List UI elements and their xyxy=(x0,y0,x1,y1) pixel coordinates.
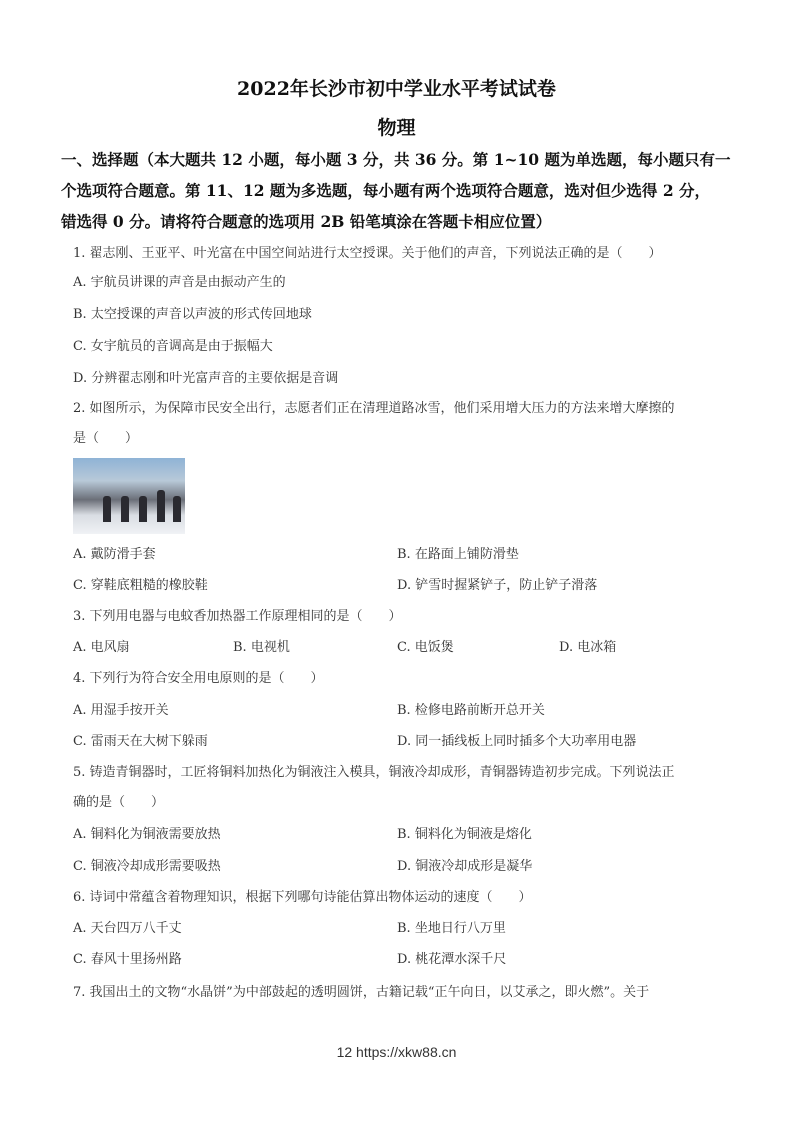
question-5-stem: 确的是（ ） xyxy=(73,795,165,810)
section-instructions-line: 错选得 0 分。请将符合题意的选项用 2B 铅笔填涂在答题卡相应位置） xyxy=(61,212,552,231)
snow-clearing-photo xyxy=(73,458,185,534)
section-instructions-line: 个选项符合题意。第 11、12 题为多选题，每小题有两个选项符合题意，选对但少选得 2 分， xyxy=(61,181,711,200)
question-4-option: B. 检修电路前断开总开关 xyxy=(397,703,545,718)
question-6-option: D. 桃花潭水深千尺 xyxy=(397,952,507,967)
question-1-option: B. 太空授课的声音以声波的形式传回地球 xyxy=(73,307,312,322)
question-3-option: C. 电饭煲 xyxy=(397,640,454,655)
question-6-option: A. 天台四万八千丈 xyxy=(73,921,182,936)
question-2-option: B. 在路面上铺防滑垫 xyxy=(397,547,519,562)
question-2-option: A. 戴防滑手套 xyxy=(73,547,156,562)
question-1-stem: 1. 翟志刚、王亚平、叶光富在中国空间站进行太空授课。关于他们的声音，下列说法正确的是（ ） xyxy=(73,246,662,261)
question-3-option: D. 电冰箱 xyxy=(559,640,617,655)
question-5-stem: 5. 铸造青铜器时，工匠将铜料加热化为铜液注入模具，铜液冷却成形，青铜器铸造初步完成。下列说法正 xyxy=(73,765,675,780)
question-5-option: A. 铜料化为铜液需要放热 xyxy=(73,827,221,842)
question-2-option: D. 铲雪时握紧铲子，防止铲子滑落 xyxy=(397,578,598,593)
question-5-option: D. 铜液冷却成形是凝华 xyxy=(397,859,533,874)
question-4-stem: 4. 下列行为符合安全用电原则的是（ ） xyxy=(73,671,324,686)
question-4-option: D. 同一插线板上同时插多个大功率用电器 xyxy=(397,734,637,749)
question-3-option: B. 电视机 xyxy=(233,640,290,655)
question-1-option: A. 宇航员讲课的声音是由振动产生的 xyxy=(73,275,286,290)
section-instructions-line: 一、选择题（本大题共 12 小题，每小题 3 分，共 36 分。第 1~10 题为单选题，每小题只有一 xyxy=(61,150,731,169)
question-4-option: A. 用湿手按开关 xyxy=(73,703,169,718)
question-1-option: C. 女宇航员的音调高是由于振幅大 xyxy=(73,339,273,354)
question-1-option: D. 分辨翟志刚和叶光富声音的主要依据是音调 xyxy=(73,371,339,386)
question-6-stem: 6. 诗词中常蕴含着物理知识，根据下列哪句诗能估算出物体运动的速度（ ） xyxy=(73,890,532,905)
page-footer: 12 https://xkw88.cn xyxy=(336,1044,457,1060)
question-5-option: B. 铜料化为铜液是熔化 xyxy=(397,827,532,842)
question-4-option: C. 雷雨天在大树下躲雨 xyxy=(73,734,208,749)
question-6-option: B. 坐地日行八万里 xyxy=(397,921,506,936)
question-5-option: C. 铜液冷却成形需要吸热 xyxy=(73,859,221,874)
exam-title: 2022年长沙市初中学业水平考试试卷 xyxy=(237,78,556,100)
subject-title: 物理 xyxy=(377,117,416,139)
question-6-option: C. 春风十里扬州路 xyxy=(73,952,182,967)
question-3-stem: 3. 下列用电器与电蚊香加热器工作原理相同的是（ ） xyxy=(73,609,402,624)
question-2-stem: 2. 如图所示，为保障市民安全出行，志愿者们正在清理道路冰雪，他们采用增大压力的方法来增大摩擦的 xyxy=(73,401,675,416)
question-3-option: A. 电风扇 xyxy=(73,640,130,655)
question-2-stem: 是（ ） xyxy=(73,431,139,446)
question-7-stem: 7. 我国出土的文物“水晶饼”为中部鼓起的透明圆饼，古籍记载“正午向日，以艾承之，即火燃”。关于 xyxy=(73,985,650,1000)
question-2-option: C. 穿鞋底粗糙的橡胶鞋 xyxy=(73,578,208,593)
